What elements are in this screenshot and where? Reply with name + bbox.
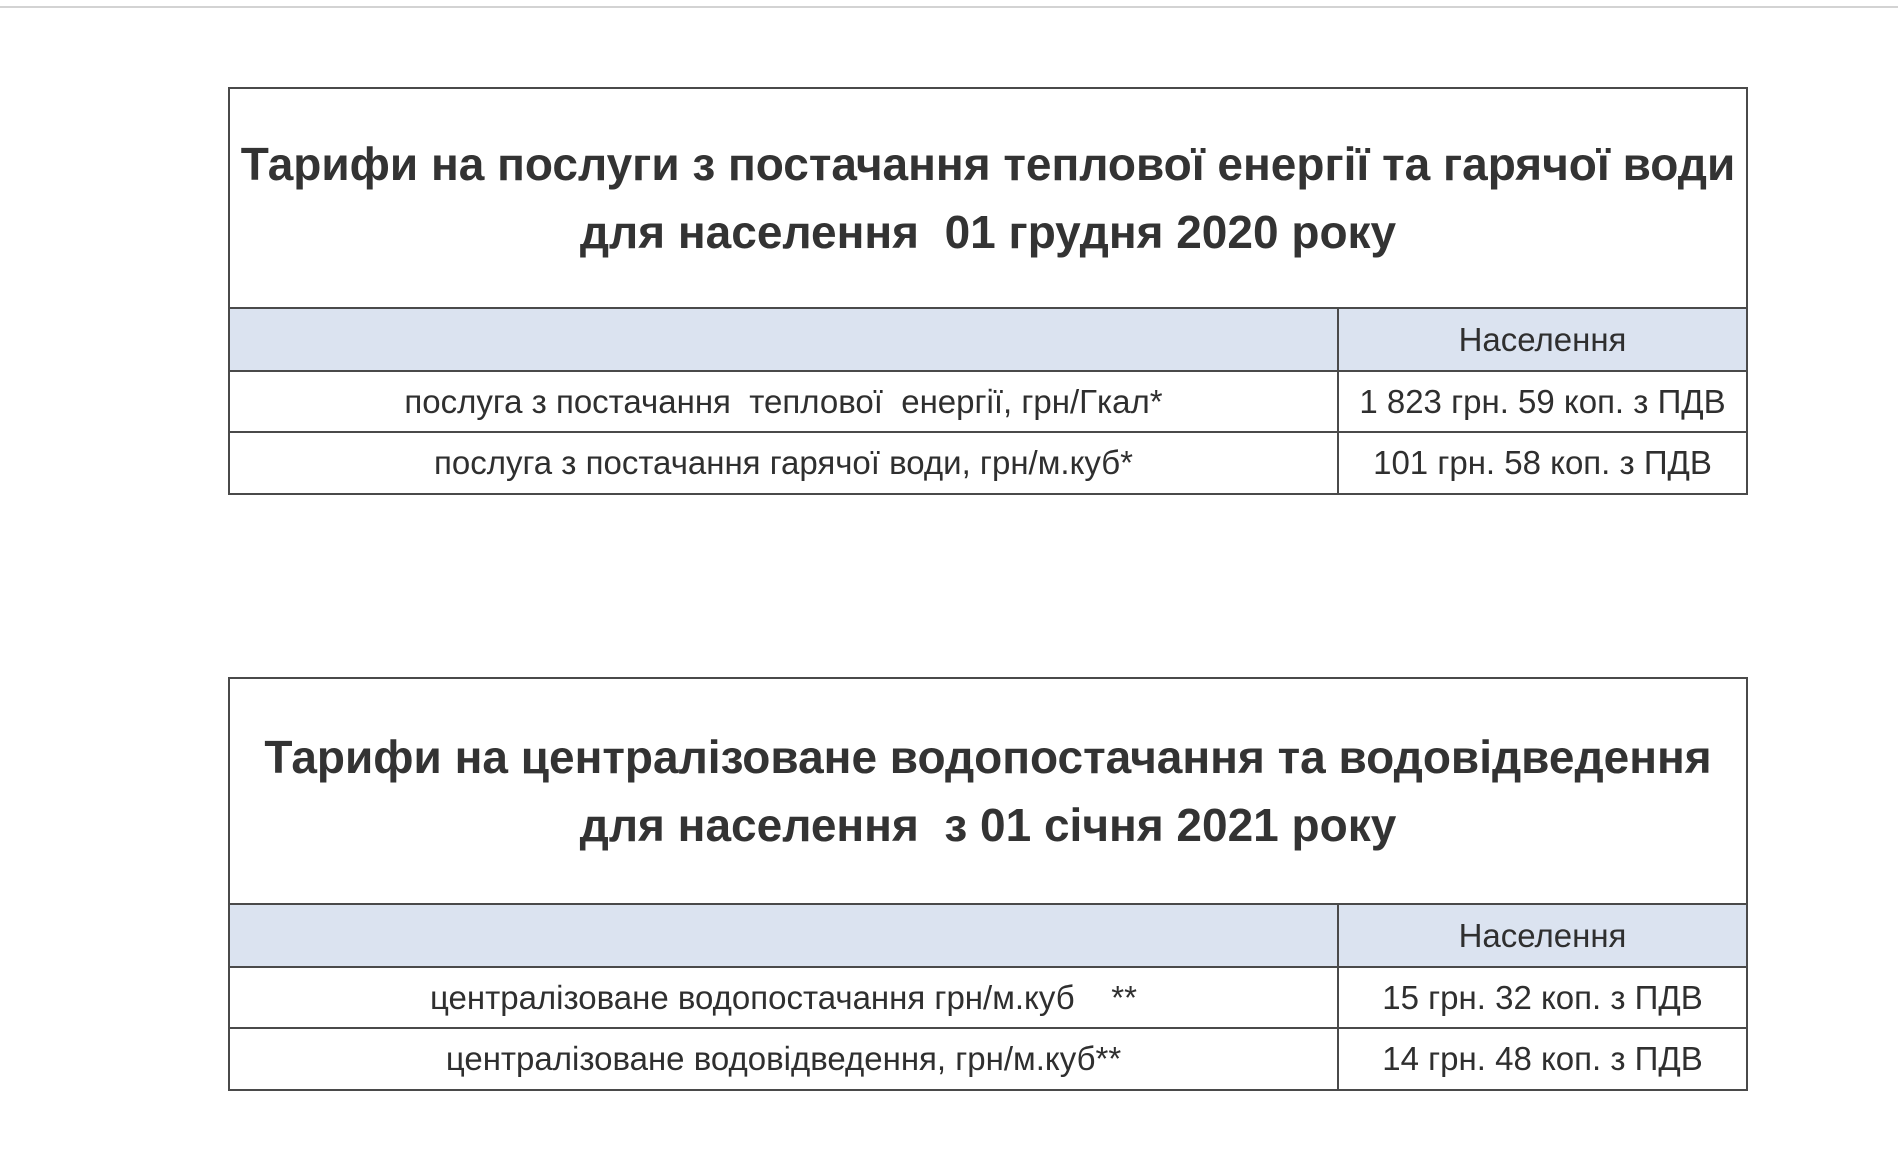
water-tariff-table <box>228 677 1748 1091</box>
heat-tariff-table <box>228 87 1748 495</box>
service-cell: централізоване водопостачання грн/м.куб ** <box>230 967 1338 1028</box>
price-cell: 1 823 грн. 59 коп. з ПДВ <box>1338 371 1746 432</box>
service-cell: послуга з постачання теплової енергії, грн/Гкал* <box>230 371 1338 432</box>
heat-tariff-title <box>230 89 1746 309</box>
table-row <box>230 371 1746 432</box>
table-row <box>230 1028 1746 1089</box>
water-title-line-2: для населення з 01 січня 2021 року <box>579 799 1397 851</box>
water-title-line-1: Тарифи на централізоване водопостачання та водовідведення <box>264 731 1712 783</box>
water-tariff-grid <box>230 905 1746 1089</box>
water-tariff-title <box>230 679 1746 905</box>
price-cell: 101 грн. 58 коп. з ПДВ <box>1338 432 1746 493</box>
table-header-row <box>230 905 1746 967</box>
table-row <box>230 432 1746 493</box>
population-column-header: Населення <box>1338 309 1746 371</box>
heat-tariff-grid <box>230 309 1746 493</box>
service-cell: централізоване водовідведення, грн/м.куб** <box>230 1028 1338 1089</box>
heat-title-line-1: Тарифи на послуги з постачання теплової енергії та гарячої води <box>240 138 1736 190</box>
heat-title-line-2: для населення 01 грудня 2020 року <box>579 206 1397 258</box>
population-column-header: Населення <box>1338 905 1746 967</box>
top-divider <box>0 6 1898 8</box>
service-column-header <box>230 309 1338 371</box>
price-cell: 14 грн. 48 коп. з ПДВ <box>1338 1028 1746 1089</box>
service-column-header <box>230 905 1338 967</box>
table-row <box>230 967 1746 1028</box>
price-cell: 15 грн. 32 коп. з ПДВ <box>1338 967 1746 1028</box>
service-cell: послуга з постачання гарячої води, грн/м.куб* <box>230 432 1338 493</box>
table-header-row <box>230 309 1746 371</box>
